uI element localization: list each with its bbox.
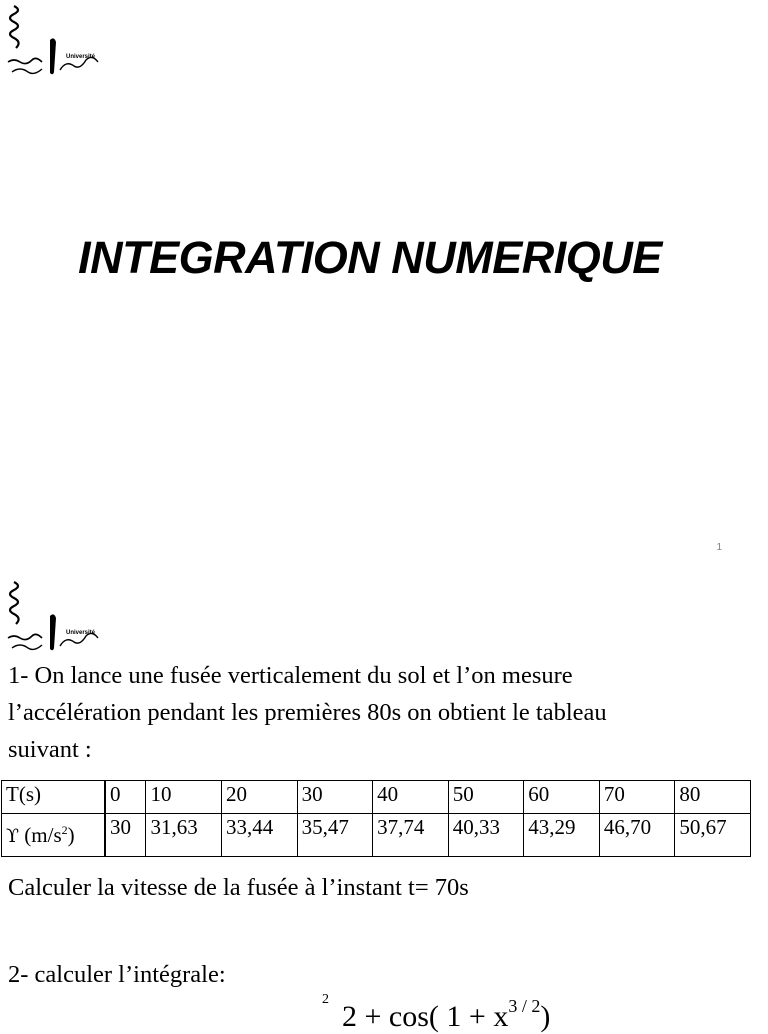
integrand-body: 2 + cos( 1 + x	[342, 1000, 509, 1033]
table-row-time	[2, 781, 751, 814]
table-cell: 50	[448, 781, 524, 814]
problem1-text-line3: suivant :	[8, 736, 92, 763]
table-cell: 46,70	[599, 814, 675, 857]
slide-number: 1	[716, 542, 722, 553]
slide-2	[0, 568, 768, 1033]
table-header-acceleration	[2, 814, 106, 857]
table-cell: 80	[675, 781, 751, 814]
table-cell: 0	[105, 781, 146, 814]
unit-exponent: 2	[61, 822, 68, 837]
table-cell: 37,74	[373, 814, 449, 857]
table-cell: 31,63	[146, 814, 222, 857]
integral-upper-bound: 2	[322, 992, 329, 1007]
unit-close: )	[67, 822, 75, 847]
svg-text:Université: Université	[66, 630, 96, 636]
problem1-text-line1: 1- On lance une fusée verticalement du sol et l’on mesure	[8, 662, 573, 689]
table-cell: 30	[105, 814, 146, 857]
table-cell: 50,67	[675, 814, 751, 857]
university-logo-icon	[4, 0, 104, 78]
acceleration-table	[1, 780, 751, 857]
table-cell: 70	[599, 781, 675, 814]
table-cell: 33,44	[222, 814, 298, 857]
table-cell: 35,47	[297, 814, 373, 857]
university-logo	[4, 576, 104, 654]
table-header-time: T(s)	[2, 781, 106, 814]
problem2-text: 2- calculer l’intégrale:	[8, 961, 226, 988]
table-cell: 20	[222, 781, 298, 814]
table-row-acceleration	[2, 814, 751, 857]
slide-title: INTEGRATION NUMERIQUE	[78, 232, 662, 283]
table-cell: 60	[524, 781, 600, 814]
table-cell: 10	[146, 781, 222, 814]
table-cell: 40	[373, 781, 449, 814]
university-logo-icon	[4, 576, 104, 654]
table-cell: 40,33	[448, 814, 524, 857]
svg-text:Université: Université	[66, 54, 96, 60]
integrand-exponent: 3 / 2	[508, 996, 541, 1016]
question1-text: Calculer la vitesse de la fusée à l’instant t= 70s	[8, 874, 469, 901]
table-cell: 43,29	[524, 814, 600, 857]
problem1-text-line2: l’accélération pendant les premières 80s on obtient le tableau	[8, 699, 607, 726]
gamma-symbol: ϒ	[6, 824, 20, 847]
university-logo	[4, 0, 104, 78]
integrand-close: )	[540, 1000, 551, 1033]
integral-formula	[318, 992, 551, 1034]
table-cell: 30	[297, 781, 373, 814]
unit-label: (m/s	[19, 822, 62, 847]
